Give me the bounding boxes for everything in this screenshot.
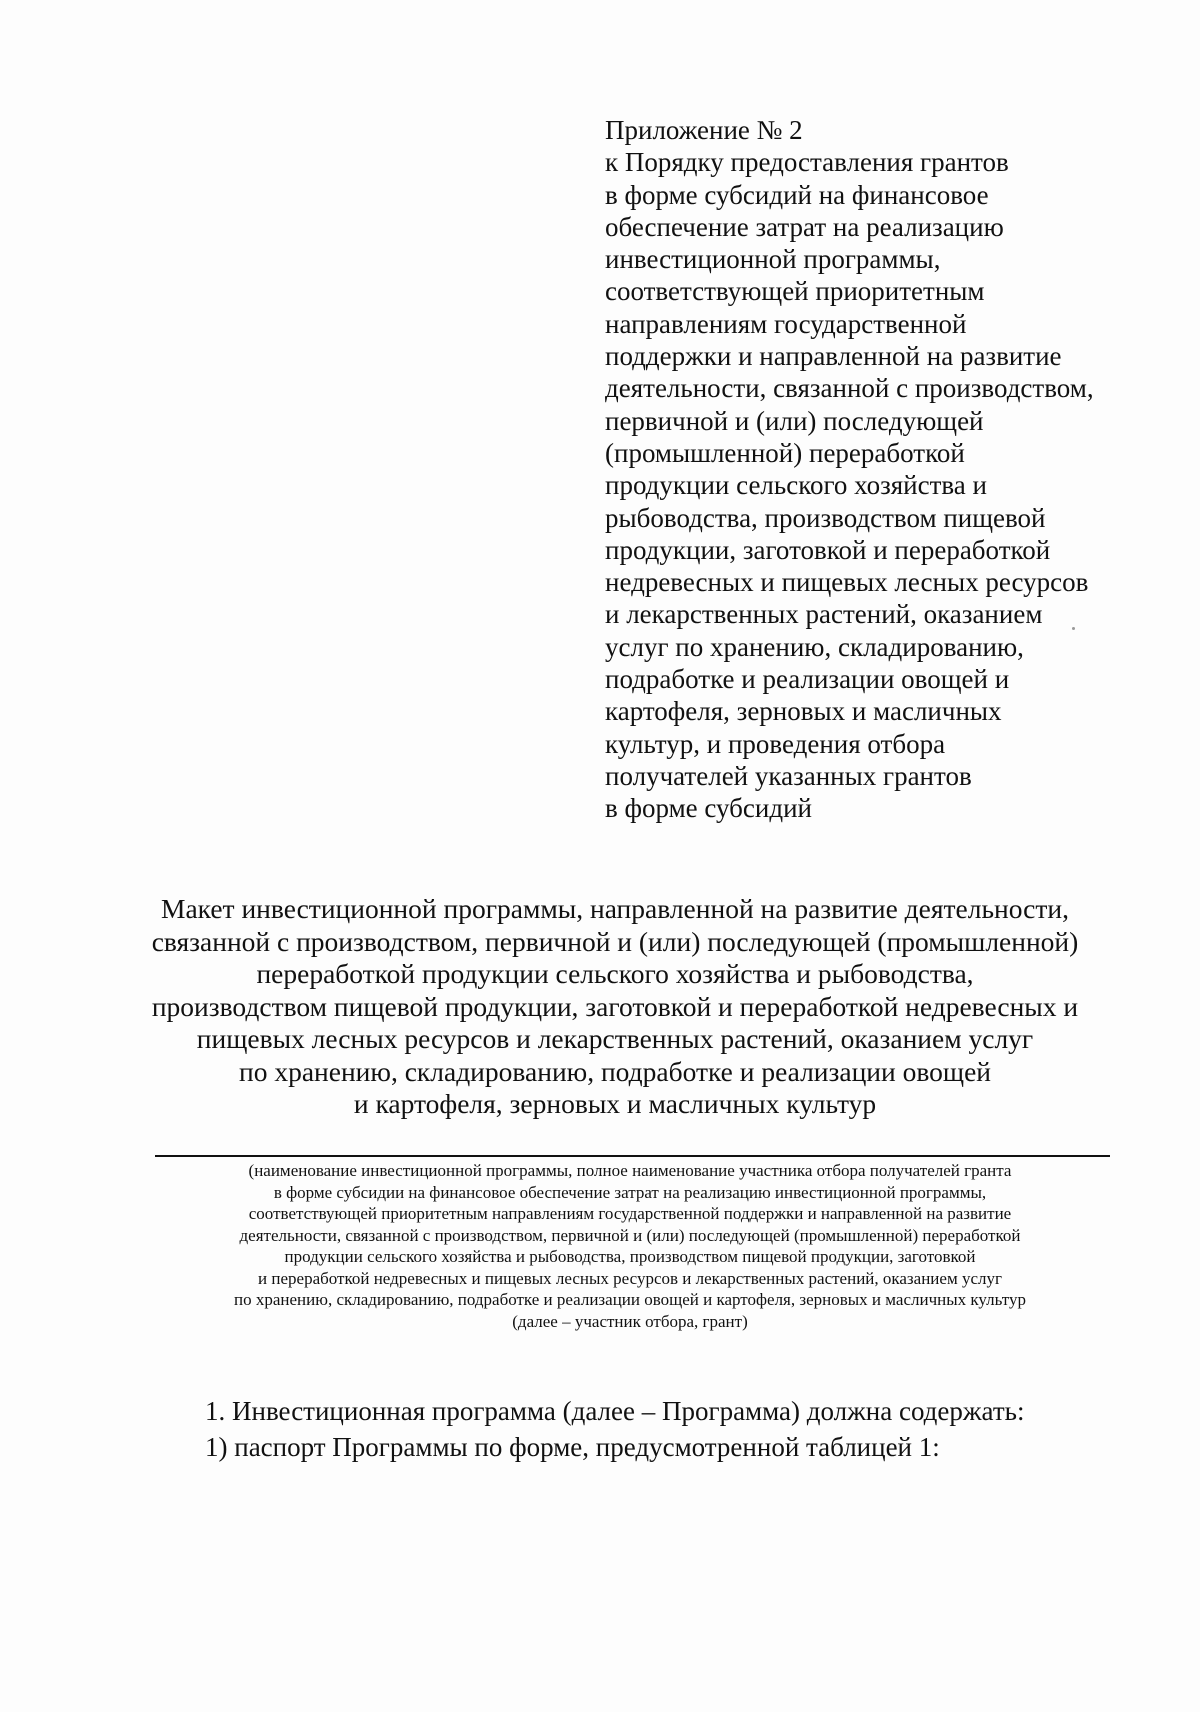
appendix-line: картофеля, зерновых и масличных — [605, 696, 1002, 727]
appendix-header — [605, 114, 1125, 825]
title-line: Макет инвестиционной программы, направленной на развитие деятельности, — [161, 893, 1069, 924]
caption-line: продукции сельского хозяйства и рыбоводства, производством пищевой продукции, заготовкой — [284, 1247, 976, 1266]
appendix-line: первичной и (или) последующей — [605, 405, 984, 436]
scan-speck — [1072, 627, 1075, 630]
appendix-line: обеспечение затрат на реализацию — [605, 211, 1004, 242]
appendix-line: услуг по хранению, складированию, — [605, 631, 1024, 662]
fill-in-caption — [130, 1160, 1130, 1332]
body-subitem-1: 1) паспорт Программы по форме, предусмотренной таблицей 1: — [205, 1432, 940, 1462]
appendix-line: (промышленной) переработкой — [605, 437, 965, 468]
caption-line: и переработкой недревесных и пищевых лесных ресурсов и лекарственных растений, оказанием услуг — [258, 1268, 1002, 1288]
caption-line: соответствующей приоритетным направлениям государственной поддержки и направленной на развитие — [248, 1204, 1012, 1223]
caption-line: (наименование инвестиционной программы, полное наименование участника отбора получателей гранта — [248, 1161, 1012, 1180]
appendix-line: в форме субсидий на финансовое — [605, 179, 989, 210]
document-title — [120, 893, 1110, 1121]
title-line: переработкой продукции сельского хозяйства и рыбоводства, — [256, 958, 974, 989]
title-line: и картофеля, зерновых и масличных культур — [353, 1088, 877, 1119]
caption-line: по хранению, складированию, подработке и реализации овощей и картофеля, зерновых и масличных культур — [234, 1290, 1026, 1309]
title-line: производством пищевой продукции, заготовкой и переработкой недревесных и — [151, 990, 1079, 1022]
appendix-line: подработке и реализации овощей и — [605, 664, 1010, 695]
appendix-line: Приложение № 2 — [605, 115, 803, 145]
appendix-line: культур, и проведения отбора — [605, 728, 946, 759]
appendix-line: к Порядку предоставления грантов — [605, 147, 1009, 178]
title-line: по хранению, складированию, подработке и реализации овощей — [239, 1055, 991, 1087]
appendix-line: направлениям государственной — [605, 308, 967, 339]
appendix-line: продукции сельского хозяйства и — [605, 470, 987, 501]
appendix-line: деятельности, связанной с производством, — [605, 373, 1094, 404]
appendix-line: и лекарственных растений, оказанием — [605, 599, 1043, 630]
title-line: пищевых лесных ресурсов и лекарственных растений, оказанием услуг — [196, 1023, 1034, 1054]
appendix-line: соответствующей приоритетным — [605, 276, 985, 307]
appendix-line: поддержки и направленной на развитие — [605, 341, 1062, 372]
appendix-line: недревесных и пищевых лесных ресурсов — [605, 567, 1089, 598]
caption-line: деятельности, связанной с производством, первичной и (или) последующей (промышленной) переработкой — [239, 1225, 1021, 1245]
body-item-1: 1. Инвестиционная программа (далее – Программа) должна содержать: — [205, 1396, 1025, 1426]
caption-line: в форме субсидии на финансовое обеспечение затрат на реализацию инвестиционной программы, — [273, 1182, 987, 1202]
appendix-line: в форме субсидий — [605, 793, 812, 824]
title-line: связанной с производством, первичной и (или) последующей (промышленной) — [151, 925, 1079, 957]
appendix-line: продукции, заготовкой и переработкой — [605, 534, 1051, 565]
caption-line: (далее – участник отбора, грант) — [512, 1311, 748, 1331]
fill-in-line — [155, 1155, 1110, 1157]
appendix-line: инвестиционной программы, — [605, 244, 941, 275]
appendix-line: рыбоводства, производством пищевой — [605, 502, 1046, 533]
body-paragraphs — [205, 1393, 1105, 1465]
appendix-line: получателей указанных грантов — [605, 760, 972, 791]
